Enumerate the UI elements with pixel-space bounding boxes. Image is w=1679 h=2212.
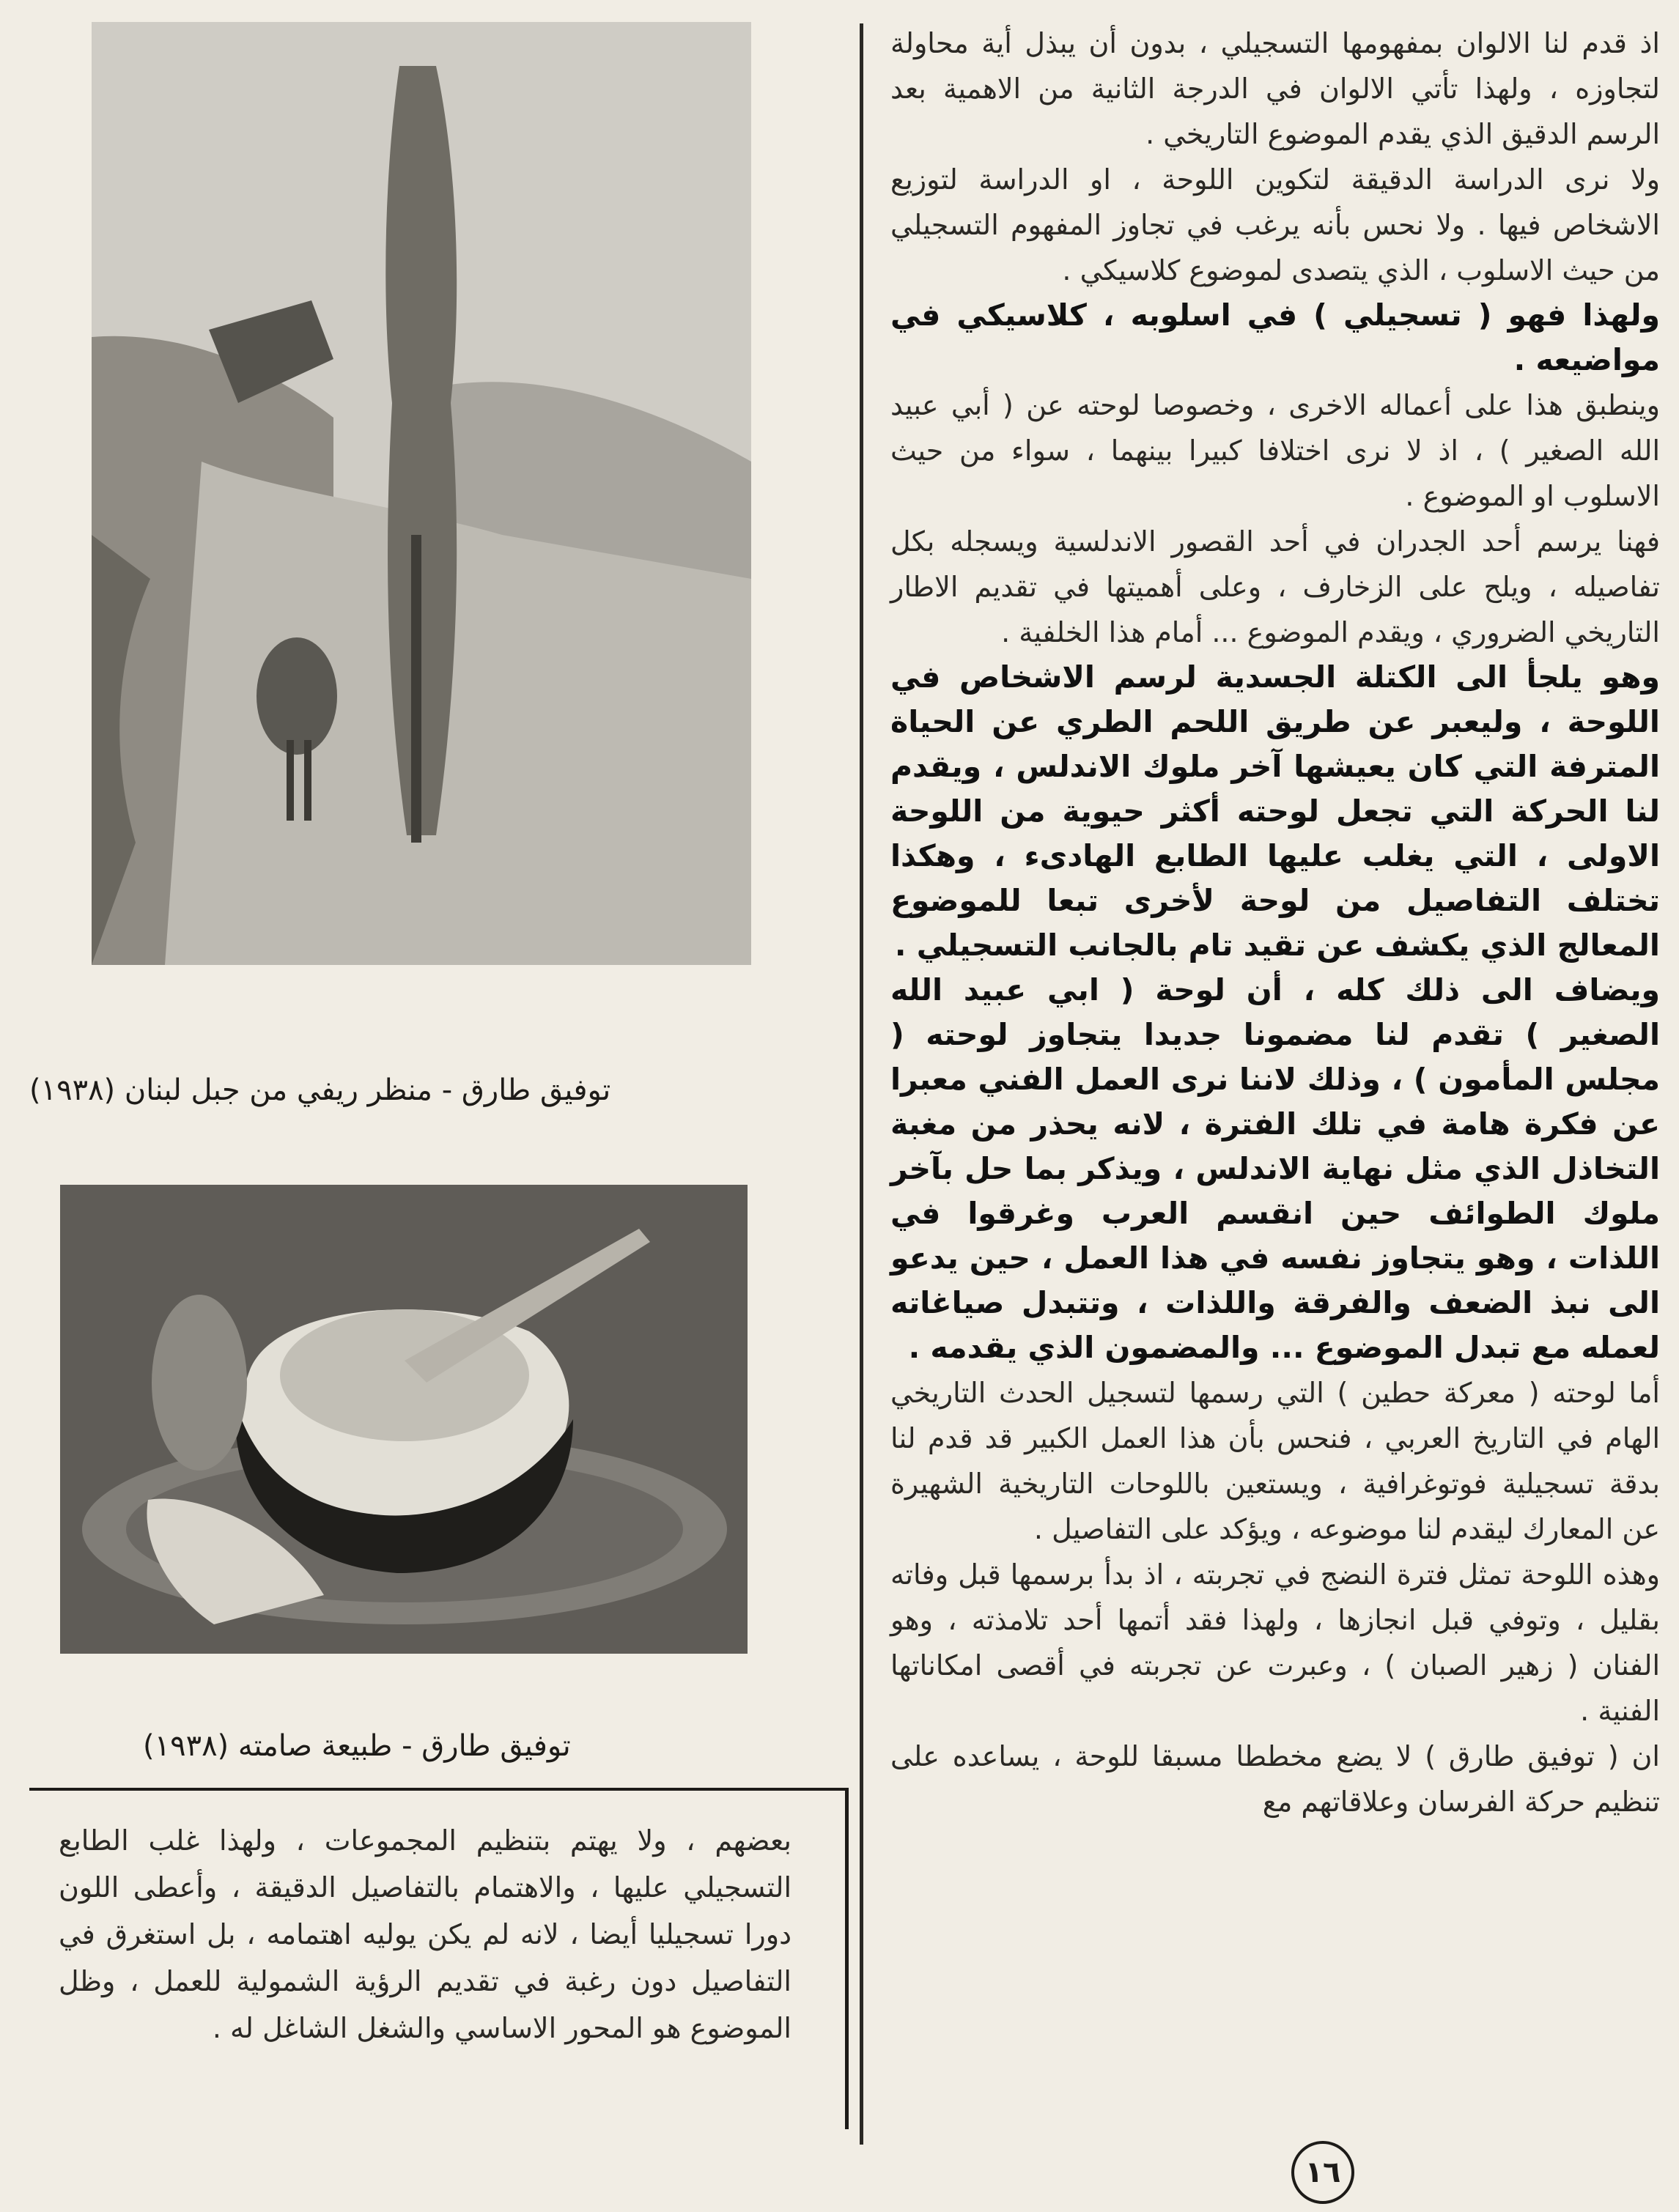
- page-number: ١٦: [1291, 2141, 1354, 2204]
- article-paragraph: فهنا يرسم أحد الجدران في أحد القصور الاندلسية ويسجله بكل تفاصيله ، ويلح على الزخارف ، وعلى أهميتها في تقديم الاطار التاريخي الضروري ، ويقدم الموضوع ... أمام هذا الخلفية .: [890, 525, 1660, 648]
- column-divider: [860, 23, 863, 2145]
- article-paragraph: وينطبق هذا على أعماله الاخرى ، وخصوصا لوحته عن ( أبي عبيد الله الصغير ) ، اذ لا نرى اختلافا كبيرا بينهما ، سواء من حيث الاسلوب او الموضوع .: [890, 389, 1660, 512]
- continuation-text: [59, 1817, 791, 2052]
- article-text-column: [890, 21, 1660, 2131]
- article-paragraph: ان ( توفيق طارق ) لا يضع مخططا مسبقا للوحة ، يساعده على تنظيم حركة الفرسان وعلاقاتهم مع: [890, 1740, 1660, 1818]
- still-life-painting-image: [60, 1185, 748, 1654]
- article-paragraph-bold: ولهذا فهو ( تسجيلي ) في اسلوبه ، كلاسيكي في مواضيعه .: [890, 297, 1660, 377]
- article-paragraph-bold: وهو يلجأ الى الكتلة الجسدية لرسم الاشخاص في اللوحة ، وليعبر عن طريق اللحم الطري عن الحياة المترفة التي كان يعيشها آخر ملوك الاندلس ، ويقدم لنا الحركة التي تجعل لوحته أكثر حيوية من اللوحة الاولى ، التي يغلب عليها الطابع الهادىء ، وهكذا تختلف التفاصيل من لوحة لأخرى تبعا للموضوع المعالج الذي يكشف عن تقيد تام بالجانب التسجيلي .: [890, 659, 1660, 963]
- article-paragraph: ولا نرى الدراسة الدقيقة لتكوين اللوحة ، او الدراسة لتوزيع الاشخاص فيها . ولا نحس بأنه يرغب في تجاوز المفهوم التسجيلي من حيث الاسلوب ، الذي يتصدى لموضوع كلاسيكي .: [890, 163, 1660, 286]
- article-paragraph: وهذه اللوحة تمثل فترة النضج في تجربته ، اذ بدأ برسمها قبل وفاته بقليل ، وتوفي قبل انجازها ، ولهذا فقد أتمها أحد تلامذته ، وهو الفنان ( زهير الصبان ) ، وعبرت عن تجربته في أقصى امكاناتها الفنية .: [890, 1558, 1660, 1727]
- article-paragraph: اذ قدم لنا الالوان بمفهومها التسجيلي ، بدون أن يبذل أية محاولة لتجاوزه ، ولهذا تأتي الالوان في الدرجة الثانية من الاهمية بعد الرسم الدقيق الذي يقدم الموضوع التاريخي .: [890, 27, 1660, 150]
- article-paragraph: أما لوحته ( معركة حطين ) التي رسمها لتسجيل الحدث التاريخي الهام في التاريخ العربي ، فنحس بأن هذا العمل الكبير قد قدم لنا بدقة تسجيلية فوتوغرافية ، ويستعين باللوحات التاريخية الشهيرة عن المعارك ليقدم لنا موضوعه ، ويؤكد على التفاصيل .: [890, 1377, 1660, 1545]
- continuation-text-box: [29, 1788, 849, 2129]
- painting-caption-landscape: توفيق طارق - منظر ريفي من جبل لبنان (١٩٣٨): [29, 1073, 611, 1107]
- still-life-painting-drawing: [60, 1185, 748, 1654]
- landscape-painting-image: [92, 22, 751, 965]
- article-paragraph-bold: ويضاف الى ذلك كله ، أن لوحة ( ابي عبيد الله الصغير ) تقدم لنا مضمونا جديدا يتجاوز لوحته ( مجلس المأمون ) ، وذلك لاننا نرى العمل الفني معبرا عن فكرة هامة في تلك الفترة ، لانه يحذر من مغبة التخاذل الذي مثل نهاية الاندلس ، ويذكر بما حل بآخر ملوك الطوائف حين انقسم العرب وغرقوا في اللذات ، وهو يتجاوز نفسه في هذا العمل ، حين يدعو الى نبذ الضعف والفرقة واللذات ، وتتبدل صياغاته لعمله مع تبدل الموضوع ... والمضمون الذي يقدمه .: [890, 972, 1660, 1365]
- landscape-painting-drawing: [92, 22, 751, 965]
- continuation-paragraph: بعضهم ، ولا يهتم بتنظيم المجموعات ، ولهذا غلب الطابع التسجيلي عليها ، والاهتمام بالتفاصيل الدقيقة ، وأعطى اللون دورا تسجيليا أيضا ، لانه لم يكن يوليه اهتمامه ، بل استغرق في التفاصيل دون رغبة في تقديم الرؤية الشمولية للعمل ، وظل الموضوع هو المحور الاساسي والشغل الشاغل له .: [59, 1824, 791, 2044]
- painting-caption-still-life: توفيق طارق - طبيعة صامته (١٩٣٨): [143, 1729, 571, 1763]
